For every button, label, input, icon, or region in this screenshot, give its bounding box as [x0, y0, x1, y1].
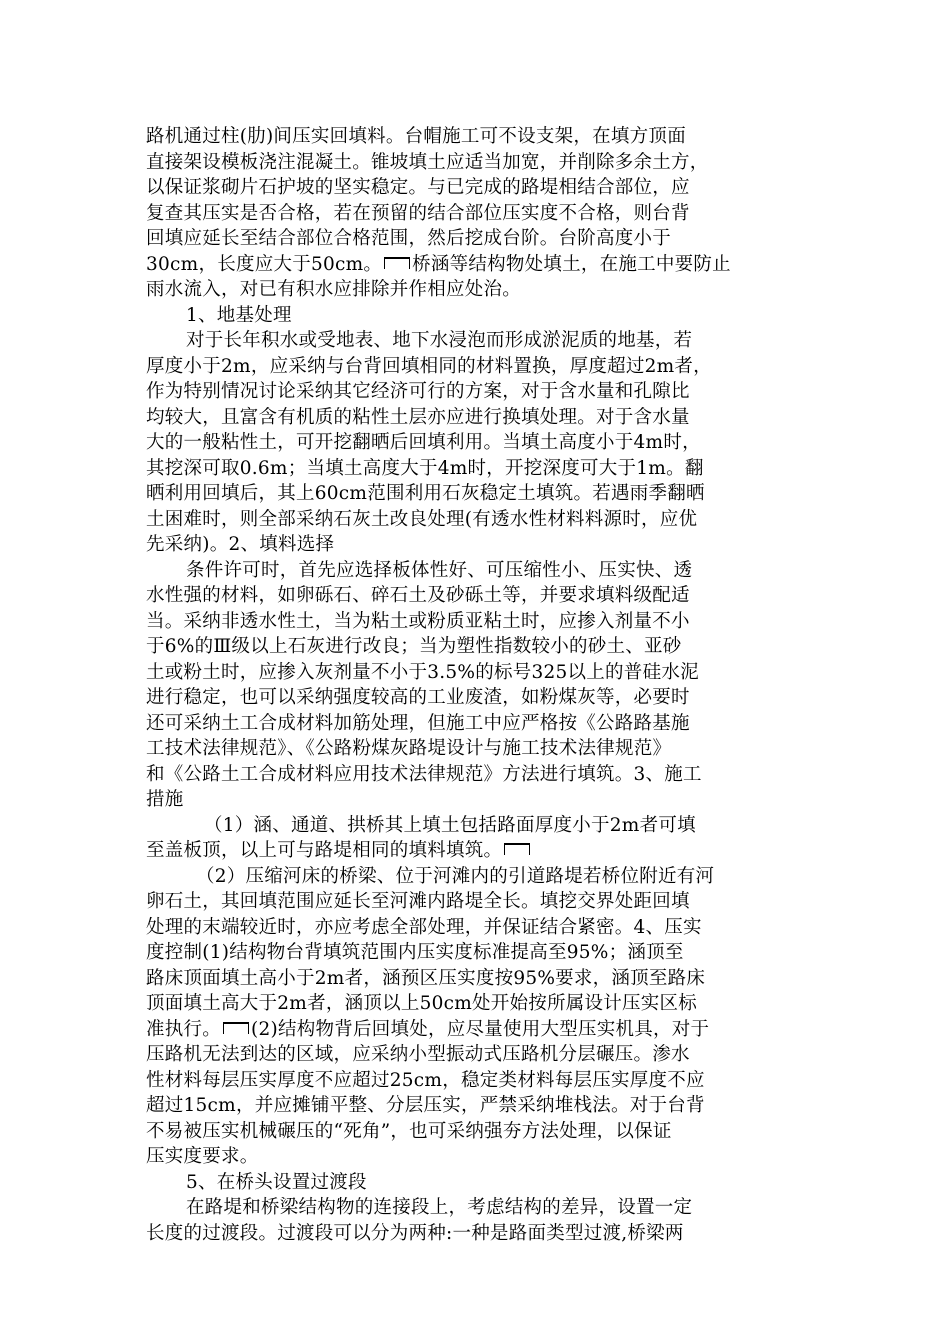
text-line [146, 507, 806, 533]
line-text: 压实度要求。 [146, 1146, 259, 1167]
line-text: 晒利用回填后，其上60cm范围利用石灰稳定土填筑。若遇雨季翻晒 [146, 483, 705, 504]
line-text: 均较大，且富含有机质的粘性土层亦应进行换填处理。对于含水量 [146, 406, 690, 428]
line-text: 工技术法律规范》、《公路粉煤灰路堤设计与施工技术法律规范》 [146, 738, 672, 759]
line-text: 其挖深可取0.6m；当填土高度大于4m时，开挖深度可大于1m。翻 [146, 457, 704, 479]
text-line [146, 1221, 806, 1247]
text-line [146, 405, 806, 431]
line-text: 5、在桥头设置过渡段 [186, 1171, 367, 1193]
text-line [146, 226, 806, 252]
text-line [146, 787, 806, 813]
line-text: 土困难时，则全部采纳石灰土改良处理(有透水性材料料源时，应优 [146, 508, 698, 530]
line-text: 路机通过柱(肋)间压实回填料。台帽施工可不设支架，在填方顶面 [146, 126, 686, 147]
line-text: 土或粉土时，应掺入灰剂量不小于3.5%的标号325以上的普硅水泥 [146, 661, 699, 683]
text-line [146, 532, 806, 558]
line-text: 至盖板顶，以上可与路堤相同的填料填筑。 [146, 840, 503, 861]
line-text: 1、地基处理 [186, 304, 292, 326]
line-text: （2）压缩河床的桥梁、位于河滩内的引道路堤若桥位附近有河 [196, 865, 715, 887]
line-text: 还可采纳土工合成材料加筋处理，但施工中应严格按《公路路基施 [146, 712, 690, 734]
text-line [146, 354, 806, 380]
line-text: 水性强的材料，如卵砾石、碎石土及砂砾土等，并要求填料级配适 [146, 585, 690, 606]
line-text: 回填应延长至结合部位合格范围，然后挖成台阶。台阶高度小于 [146, 228, 672, 249]
line-text: 和《公路土工合成材料应用技术法律规范》方法进行填筑。3、施工 [146, 763, 702, 785]
text-line [146, 456, 806, 482]
text-line [146, 762, 806, 788]
text-line [146, 889, 806, 915]
line-text: 对于长年积水或受地表、地下水浸泡而形成淤泥质的地基，若 [186, 330, 693, 351]
text-line [146, 1170, 806, 1196]
line-text: 长度的过渡段。过渡段可以分为两种:一种是路面类型过渡,桥梁两 [146, 1222, 684, 1244]
text-line [146, 711, 806, 737]
line-text: 于6%的Ⅲ级以上石灰进行改良；当为塑性指数较小的砂土、亚砂 [146, 636, 682, 657]
text-line [146, 252, 806, 278]
text-line [146, 634, 806, 660]
line-text: 先采纳)。2、填料选择 [146, 534, 335, 555]
line-text-continued: (2)结构物背后回填处，应尽量使用大型压实机具，对于 [251, 1018, 710, 1040]
line-text: 以保证浆砌片石护坡的坚实稳定。与已完成的路堤相结合部位，应 [146, 177, 690, 198]
placeholder-mark-icon [384, 257, 410, 269]
line-text: 压路机无法到达的区域，应采纳小型振动式压路机分层碾压。渗水 [146, 1044, 690, 1065]
text-line [146, 303, 806, 329]
text-line [146, 175, 806, 201]
line-text: 当。采纳非透水性土，当为粘土或粉质亚粘土时，应掺入剂量不小 [146, 610, 690, 632]
text-line [146, 991, 806, 1017]
text-line [146, 379, 806, 405]
line-text: 超过15cm，并应摊铺平整、分层压实，严禁采纳堆栈法。对于台背 [146, 1095, 705, 1116]
text-line [146, 966, 806, 992]
placeholder-mark-icon [504, 843, 530, 855]
text-line [146, 201, 806, 227]
document-body [146, 124, 806, 1246]
text-line [146, 558, 806, 584]
text-line [146, 430, 806, 456]
text-line [146, 1068, 806, 1094]
line-text: 度控制(1)结构物台背填筑范围内压实度标准提高至95%；涵顶至 [146, 942, 684, 963]
text-line [146, 838, 806, 864]
line-text: 30cm，长度应大于50cm。 [146, 253, 383, 275]
text-line [146, 660, 806, 686]
line-text-continued: 桥涵等结构物处填土，在施工中要防止 [412, 253, 731, 275]
line-text: 处理的末端较近时，亦应考虑全部处理，并保证结合紧密。4、压实 [146, 916, 702, 938]
text-line [146, 813, 806, 839]
line-text: 雨水流入，对已有积水应排除并作相应处治。 [146, 279, 522, 300]
line-text: 路床顶面填土高小于2m者，涵预区压实度按95%要求，涵顶至路床 [146, 967, 706, 989]
text-line [146, 915, 806, 941]
line-text: 顶面填土高大于2m者，涵顶以上50cm处开始按所属设计压实区标 [146, 993, 698, 1014]
line-text: 卵石土，其回填范围应延长至河滩内路堤全长。填挖交界处距回填 [146, 891, 690, 912]
text-line [146, 328, 806, 354]
text-line [146, 1144, 806, 1170]
text-line [146, 940, 806, 966]
placeholder-mark-icon [223, 1022, 249, 1034]
text-line [146, 1119, 806, 1145]
text-line [146, 1195, 806, 1221]
text-line [146, 685, 806, 711]
line-text: 条件许可时，首先应选择板体性好、可压缩性小、压实快、透 [186, 559, 693, 581]
line-text: 厚度小于2m，应采纳与台背回填相同的材料置换，厚度超过2m者， [146, 355, 712, 377]
line-text: 不易被压实机械碾压的“死角”，也可采纳强夯方法处理，以保证 [146, 1120, 672, 1142]
line-text: 进行稳定，也可以采纳强度较高的工业废渣，如粉煤灰等，必要时 [146, 687, 690, 708]
line-text: 作为特别情况讨论采纳其它经济可行的方案，对于含水量和孔隙比 [146, 381, 690, 402]
line-text: 性材料每层压实厚度不应超过25cm，稳定类材料每层压实厚度不应 [146, 1069, 705, 1091]
line-text: 直接架设模板浇注混凝土。锥坡填土应适当加宽，并削除多余土方， [146, 151, 709, 173]
line-text: 大的一般粘性土，可开挖翻晒后回填利用。当填土高度小于4m时， [146, 432, 701, 453]
text-line [146, 1042, 806, 1068]
text-line [146, 277, 806, 303]
text-line [146, 864, 806, 890]
text-line [146, 609, 806, 635]
line-text: （1）涵、通道、拱桥其上填土包括路面厚度小于2m者可填 [204, 814, 696, 836]
text-line [146, 124, 806, 150]
line-text: 在路堤和桥梁结构物的连接段上，考虑结构的差异，设置一定 [186, 1197, 693, 1218]
line-text: 措施 [146, 789, 184, 810]
text-line [146, 481, 806, 507]
text-line [146, 1017, 806, 1043]
line-text: 准执行。 [146, 1018, 222, 1040]
text-line [146, 583, 806, 609]
text-line [146, 736, 806, 762]
line-text: 复查其压实是否合格，若在预留的结合部位压实度不合格，则台背 [146, 202, 690, 224]
text-line [146, 1093, 806, 1119]
text-line [146, 150, 806, 176]
